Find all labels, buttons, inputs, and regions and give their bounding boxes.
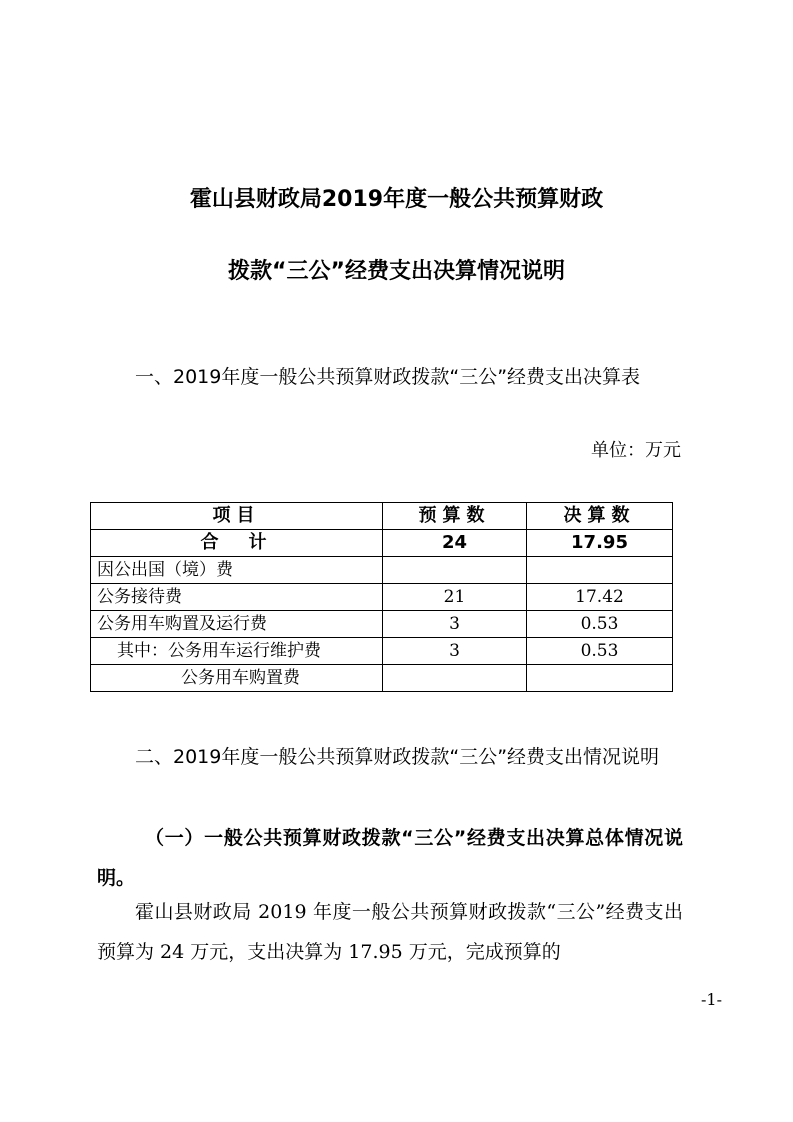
row-actual: 0.53 bbox=[527, 638, 673, 665]
expense-table bbox=[90, 502, 673, 692]
row-label: 公务用车购置费 bbox=[91, 665, 383, 692]
section-2-heading: 二、2019年度一般公共预算财政拨款“三公”经费支出情况说明 bbox=[135, 746, 660, 768]
row-actual: 17.42 bbox=[527, 584, 673, 611]
section-2-subheading: （一）一般公共预算财政拨款“三公”经费支出决算总体情况说明。 bbox=[97, 827, 683, 889]
row-budget bbox=[383, 665, 527, 692]
table-row bbox=[91, 584, 673, 611]
row-actual bbox=[527, 557, 673, 584]
row-budget bbox=[383, 557, 527, 584]
body-paragraph: 霍山县财政局 2019 年度一般公共预算财政拨款“三公”经费支出预算为 24 万元，支出决算为 17.95 万元，完成预算的 bbox=[97, 901, 683, 963]
table-row bbox=[91, 665, 673, 692]
title-line-2: 拨款“三公”经费支出决算情况说明 bbox=[228, 259, 565, 284]
row-budget: 3 bbox=[383, 611, 527, 638]
table-total-row bbox=[91, 530, 673, 557]
table-row bbox=[91, 557, 673, 584]
total-label: 合计 bbox=[91, 530, 383, 557]
title-line-1: 霍山县财政局2019年度一般公共预算财政 bbox=[189, 187, 604, 212]
row-actual bbox=[527, 665, 673, 692]
header-item: 项目 bbox=[91, 503, 383, 530]
header-budget: 预算数 bbox=[383, 503, 527, 530]
row-label: 其中：公务用车运行维护费 bbox=[91, 638, 383, 665]
row-budget: 3 bbox=[383, 638, 527, 665]
table-row bbox=[91, 611, 673, 638]
total-budget: 24 bbox=[383, 530, 527, 557]
table-header-row bbox=[91, 503, 673, 530]
section-1-heading: 一、2019年度一般公共预算财政拨款“三公”经费支出决算表 bbox=[135, 366, 641, 388]
row-label: 公务用车购置及运行费 bbox=[91, 611, 383, 638]
header-actual: 决算数 bbox=[527, 503, 673, 530]
row-actual: 0.53 bbox=[527, 611, 673, 638]
unit-label: 单位：万元 bbox=[591, 440, 681, 461]
row-budget: 21 bbox=[383, 584, 527, 611]
row-label: 因公出国（境）费 bbox=[91, 557, 383, 584]
row-label: 公务接待费 bbox=[91, 584, 383, 611]
total-actual: 17.95 bbox=[527, 530, 673, 557]
table-row bbox=[91, 638, 673, 665]
page-number: -1- bbox=[701, 990, 722, 1009]
